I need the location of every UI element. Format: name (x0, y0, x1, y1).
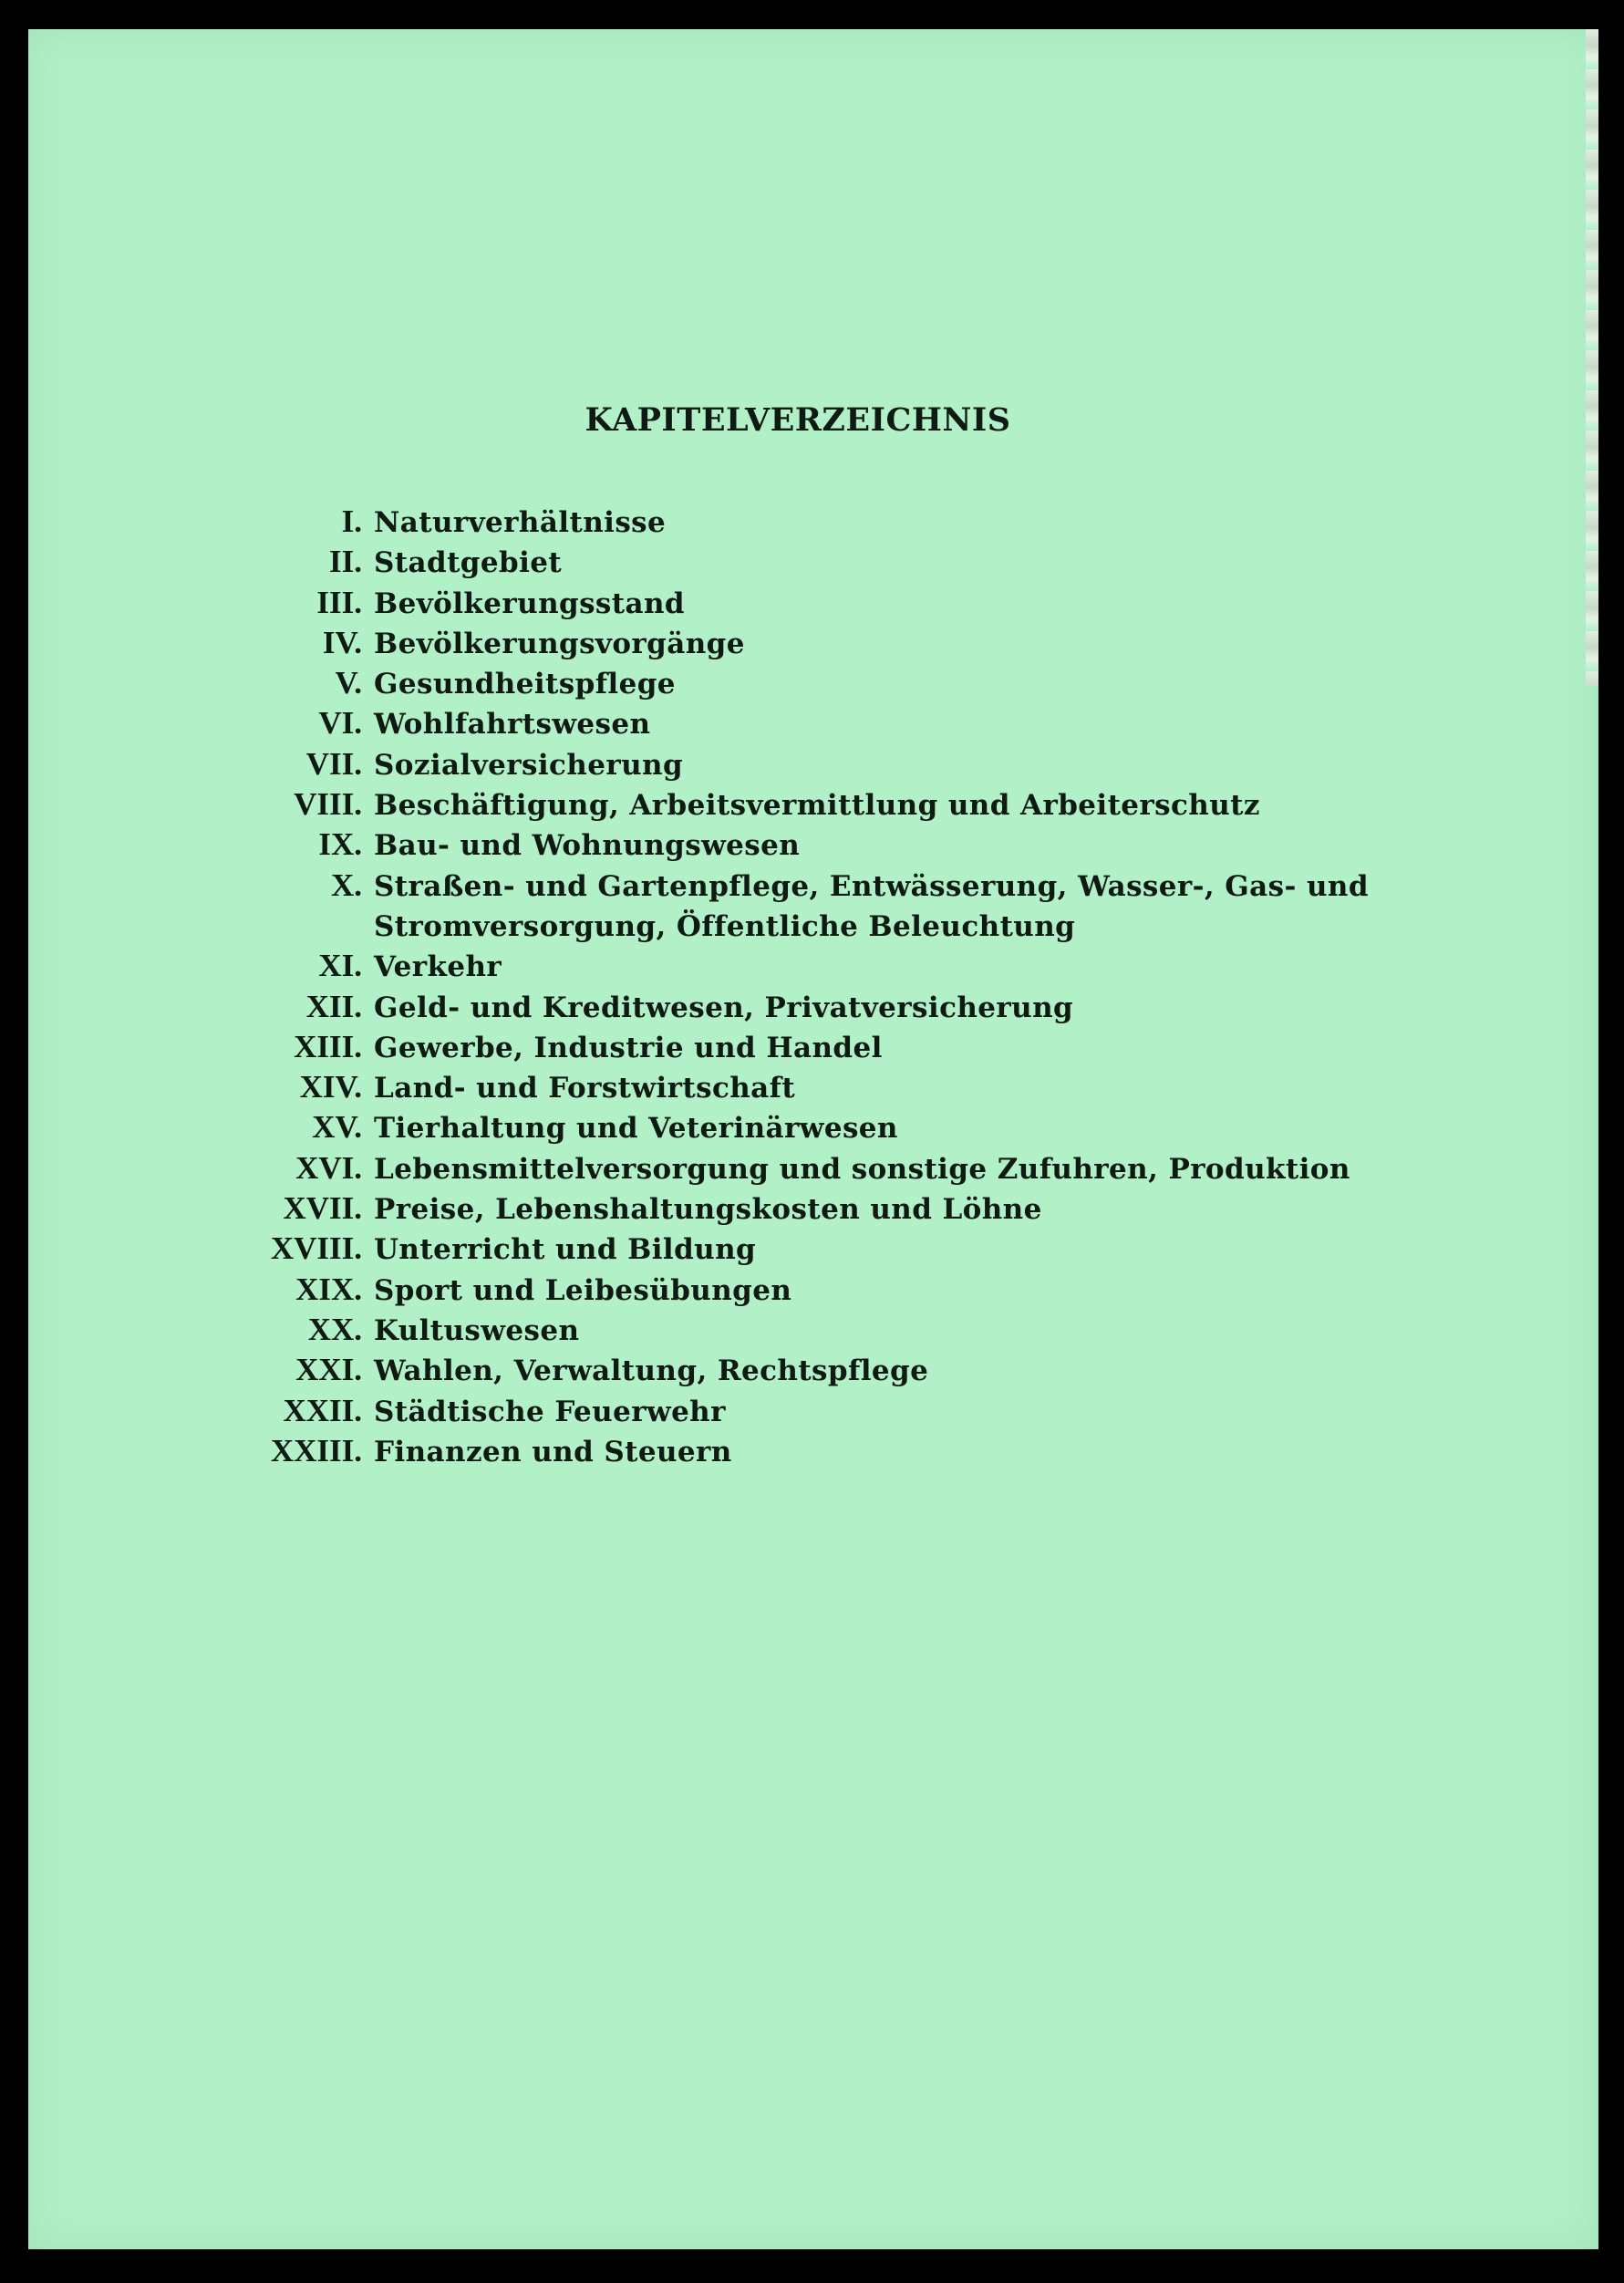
chapter-numeral: IV. (322, 624, 362, 660)
chapter-title: Unterricht und Bildung (374, 1233, 757, 1267)
chapter-title: Land- und Forstwirtschaft (374, 1072, 796, 1105)
chapter-numeral: XV. (312, 1109, 362, 1146)
chapter-numeral: X. (330, 867, 362, 903)
chapter-title: Beschäftigung, Arbeitsvermittlung und Arbeiterschutz (374, 789, 1260, 823)
chapter-list (28, 502, 1598, 1471)
chapter-entry (28, 987, 1598, 1027)
chapter-numeral: XIV. (299, 1069, 362, 1105)
chapter-title: Bevölkerungsstand (374, 586, 686, 620)
chapter-entry (28, 1350, 1598, 1390)
chapter-title: Preise, Lebenshaltungskosten und Löhne (374, 1193, 1042, 1227)
chapter-entry (28, 1107, 1598, 1147)
chapter-title: Finanzen und Steuern (374, 1435, 732, 1468)
chapter-numeral: V. (335, 665, 362, 701)
chapter-numeral: IX. (318, 826, 362, 863)
chapter-title: Tierhaltung und Veterinärwesen (374, 1112, 898, 1146)
chapter-numeral: XIX. (295, 1271, 362, 1307)
chapter-title: Naturverhältnisse (374, 506, 667, 539)
chapter-entry (28, 825, 1598, 865)
chapter-title: Straßen- und Gartenpflege, Entwässerung, Wasser-, Gas- und Stromversorgung, Öffentliche Beleuchtung (374, 869, 1369, 943)
chapter-title: Bau- und Wohnungswesen (374, 829, 801, 863)
document-title: KAPITELVERZEICHNIS (584, 401, 1011, 439)
chapter-title: Bevölkerungsvorgänge (374, 627, 745, 660)
chapter-entry (28, 502, 1598, 542)
chapter-numeral: II. (329, 544, 362, 580)
chapter-numeral: III. (316, 584, 362, 620)
chapter-entry (28, 623, 1598, 663)
chapter-entry (28, 663, 1598, 703)
chapter-entry (28, 1270, 1598, 1310)
chapter-title: Sozialversicherung (374, 748, 684, 782)
chapter-entry (28, 1229, 1598, 1269)
chapter-title: Geld- und Kreditwesen, Privatversicherung (374, 991, 1074, 1024)
chapter-numeral: XXI. (295, 1352, 362, 1388)
chapter-entry (28, 583, 1598, 623)
chapter-title: Verkehr (374, 950, 502, 984)
chapter-entry (28, 1310, 1598, 1350)
chapter-title: Wohlfahrtswesen (374, 708, 651, 742)
chapter-title: Städtische Feuerwehr (374, 1395, 726, 1428)
chapter-title: Lebensmittelversorgung und sonstige Zufuhren, Produktion (374, 1152, 1350, 1186)
chapter-title: Wahlen, Verwaltung, Rechtspflege (374, 1354, 929, 1388)
chapter-entry (28, 1391, 1598, 1431)
chapter-title: Sport und Leibesübungen (374, 1273, 792, 1307)
chapter-numeral: VI. (318, 705, 362, 742)
chapter-title: Stadtgebiet (374, 546, 563, 580)
chapter-numeral: XVIII. (270, 1230, 362, 1267)
chapter-entry (28, 866, 1598, 947)
chapter-entry (28, 1188, 1598, 1229)
chapter-numeral: XXII. (283, 1392, 362, 1428)
chapter-title: Gesundheitspflege (374, 668, 676, 701)
chapter-title: Gewerbe, Industrie und Handel (374, 1031, 883, 1064)
chapter-entry (28, 703, 1598, 743)
chapter-numeral: XX. (307, 1311, 362, 1347)
chapter-entry (28, 542, 1598, 582)
chapter-numeral: XXIII. (270, 1432, 362, 1468)
chapter-entry (28, 1027, 1598, 1067)
chapter-numeral: XII. (305, 988, 362, 1024)
chapter-title: Kultuswesen (374, 1313, 580, 1347)
chapter-numeral: I. (341, 503, 362, 539)
chapter-entry (28, 744, 1598, 784)
chapter-entry (28, 946, 1598, 986)
document-page (28, 29, 1598, 2249)
chapter-numeral: VIII. (294, 786, 362, 823)
chapter-numeral: XI. (318, 948, 362, 984)
chapter-entry (28, 784, 1598, 825)
chapter-numeral: XVI. (295, 1149, 362, 1186)
chapter-entry (28, 1067, 1598, 1107)
chapter-numeral: VII. (305, 745, 362, 782)
chapter-entry (28, 1148, 1598, 1188)
chapter-numeral: XVII. (283, 1190, 362, 1227)
chapter-entry (28, 1431, 1598, 1471)
chapter-numeral: XIII. (294, 1028, 362, 1064)
